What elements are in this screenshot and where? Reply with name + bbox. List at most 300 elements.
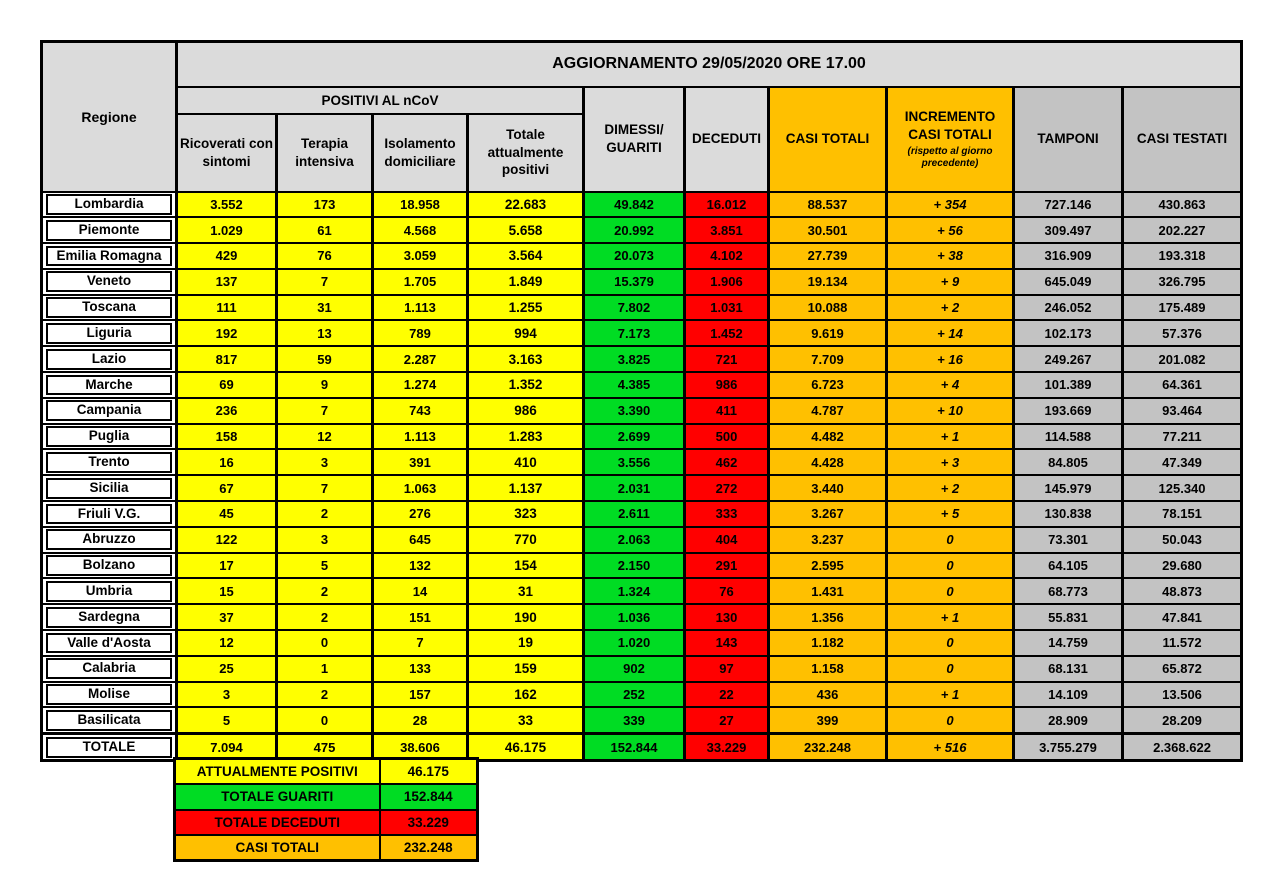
cell-incremento-casi-totali: + 10 (887, 398, 1014, 424)
cell-casi-totali: 1.182 (769, 630, 887, 656)
cell-isolamento-domiciliare: 2.287 (373, 346, 468, 372)
header-row-groups (42, 87, 1242, 114)
cell-regione (42, 295, 177, 321)
cell-tamponi: 249.267 (1014, 346, 1123, 372)
region-name: Campania (46, 400, 172, 421)
cell-totale-attualmente-positivi: 46.175 (468, 734, 584, 761)
region-name: Trento (46, 452, 172, 473)
cell-regione (42, 656, 177, 682)
cell-terapia-intensiva: 2 (277, 604, 373, 630)
cell-isolamento-domiciliare: 133 (373, 656, 468, 682)
cell-regione (42, 243, 177, 269)
cell-terapia-intensiva: 2 (277, 578, 373, 604)
cell-isolamento-domiciliare: 4.568 (373, 217, 468, 243)
cell-deceduti: 1.452 (685, 320, 769, 346)
cell-dimessi-guariti: 3.556 (584, 449, 685, 475)
cell-terapia-intensiva: 173 (277, 192, 373, 218)
header-terapia-intensiva: Terapia intensiva (277, 114, 373, 192)
cell-casi-totali: 436 (769, 682, 887, 708)
header-dimessi-guariti: DIMESSI/ GUARITI (584, 87, 685, 192)
region-name: Sardegna (46, 607, 172, 628)
cell-ricoverati-con-sintomi: 1.029 (177, 217, 277, 243)
cell-incremento-casi-totali: + 9 (887, 269, 1014, 295)
cell-isolamento-domiciliare: 18.958 (373, 192, 468, 218)
cell-ricoverati-con-sintomi: 17 (177, 553, 277, 579)
cell-tamponi: 316.909 (1014, 243, 1123, 269)
cell-regione (42, 269, 177, 295)
cell-deceduti: 76 (685, 578, 769, 604)
cell-ricoverati-con-sintomi: 192 (177, 320, 277, 346)
update-title: AGGIORNAMENTO 29/05/2020 ORE 17.00 (177, 42, 1242, 87)
cell-tamponi: 84.805 (1014, 449, 1123, 475)
cell-casi-totali: 4.787 (769, 398, 887, 424)
cell-deceduti: 500 (685, 424, 769, 450)
cell-terapia-intensiva: 2 (277, 682, 373, 708)
cell-incremento-casi-totali: + 5 (887, 501, 1014, 527)
cell-casi-testati: 193.318 (1123, 243, 1242, 269)
table-row (42, 656, 1242, 682)
cell-regione (42, 475, 177, 501)
cell-incremento-casi-totali: + 1 (887, 604, 1014, 630)
table-row (42, 604, 1242, 630)
region-name: Puglia (46, 426, 172, 447)
cell-tamponi: 14.109 (1014, 682, 1123, 708)
cell-isolamento-domiciliare: 28 (373, 707, 468, 733)
cell-dimessi-guariti: 3.390 (584, 398, 685, 424)
cell-ricoverati-con-sintomi: 3 (177, 682, 277, 708)
region-name: TOTALE (46, 737, 172, 758)
cell-dimessi-guariti: 2.611 (584, 501, 685, 527)
cell-isolamento-domiciliare: 1.113 (373, 424, 468, 450)
cell-terapia-intensiva: 61 (277, 217, 373, 243)
cell-totale-attualmente-positivi: 33 (468, 707, 584, 733)
region-name: Bolzano (46, 555, 172, 576)
cell-regione (42, 372, 177, 398)
cell-dimessi-guariti: 252 (584, 682, 685, 708)
summary-body (175, 759, 478, 861)
cell-isolamento-domiciliare: 1.063 (373, 475, 468, 501)
cell-regione (42, 707, 177, 733)
cell-incremento-casi-totali: + 16 (887, 346, 1014, 372)
cell-dimessi-guariti: 2.699 (584, 424, 685, 450)
region-name: Umbria (46, 581, 172, 602)
cell-tamponi: 102.173 (1014, 320, 1123, 346)
header-isolamento-domiciliare: Isolamento domiciliare (373, 114, 468, 192)
cell-casi-totali: 30.501 (769, 217, 887, 243)
cell-deceduti: 143 (685, 630, 769, 656)
cell-tamponi: 193.669 (1014, 398, 1123, 424)
cell-tamponi: 68.773 (1014, 578, 1123, 604)
cell-deceduti: 721 (685, 346, 769, 372)
cell-incremento-casi-totali: + 38 (887, 243, 1014, 269)
cell-ricoverati-con-sintomi: 5 (177, 707, 277, 733)
cell-casi-totali: 1.158 (769, 656, 887, 682)
cell-terapia-intensiva: 9 (277, 372, 373, 398)
summary-table (173, 757, 479, 862)
cell-deceduti: 4.102 (685, 243, 769, 269)
cell-ricoverati-con-sintomi: 12 (177, 630, 277, 656)
cell-tamponi: 727.146 (1014, 192, 1123, 218)
header-incremento-casi-totali (887, 87, 1014, 192)
cell-isolamento-domiciliare: 743 (373, 398, 468, 424)
cell-tamponi: 645.049 (1014, 269, 1123, 295)
cell-totale-attualmente-positivi: 986 (468, 398, 584, 424)
cell-deceduti: 33.229 (685, 734, 769, 761)
cell-ricoverati-con-sintomi: 817 (177, 346, 277, 372)
cell-casi-totali: 88.537 (769, 192, 887, 218)
cell-tamponi: 101.389 (1014, 372, 1123, 398)
region-name: Lombardia (46, 194, 172, 215)
cell-terapia-intensiva: 12 (277, 424, 373, 450)
cell-dimessi-guariti: 3.825 (584, 346, 685, 372)
cell-casi-testati: 47.349 (1123, 449, 1242, 475)
table-row (42, 243, 1242, 269)
incremento-note: (rispetto al giorno precedente) (907, 146, 993, 169)
cell-deceduti: 130 (685, 604, 769, 630)
cell-regione (42, 449, 177, 475)
cell-totale-attualmente-positivi: 3.564 (468, 243, 584, 269)
cell-ricoverati-con-sintomi: 3.552 (177, 192, 277, 218)
header-deceduti: DECEDUTI (685, 87, 769, 192)
cell-casi-totali: 232.248 (769, 734, 887, 761)
table-row (42, 707, 1242, 733)
cell-terapia-intensiva: 7 (277, 475, 373, 501)
cell-casi-testati: 202.227 (1123, 217, 1242, 243)
summary-value: 152.844 (380, 784, 478, 810)
cell-casi-testati: 28.209 (1123, 707, 1242, 733)
cell-totale-attualmente-positivi: 190 (468, 604, 584, 630)
cell-tamponi: 55.831 (1014, 604, 1123, 630)
cell-tamponi: 73.301 (1014, 527, 1123, 553)
cell-regione (42, 630, 177, 656)
cell-ricoverati-con-sintomi: 7.094 (177, 734, 277, 761)
cell-totale-attualmente-positivi: 19 (468, 630, 584, 656)
cell-regione (42, 346, 177, 372)
cell-deceduti: 986 (685, 372, 769, 398)
cell-totale-attualmente-positivi: 1.255 (468, 295, 584, 321)
cell-casi-totali: 9.619 (769, 320, 887, 346)
cell-ricoverati-con-sintomi: 69 (177, 372, 277, 398)
cell-dimessi-guariti: 152.844 (584, 734, 685, 761)
header-positivi-group: POSITIVI AL nCoV (177, 87, 584, 114)
table-row (42, 578, 1242, 604)
table-row (42, 346, 1242, 372)
cell-tamponi: 145.979 (1014, 475, 1123, 501)
summary-row (175, 835, 478, 861)
cell-incremento-casi-totali: + 3 (887, 449, 1014, 475)
region-name: Abruzzo (46, 529, 172, 550)
cell-dimessi-guariti: 2.150 (584, 553, 685, 579)
cell-casi-totali: 3.440 (769, 475, 887, 501)
cell-isolamento-domiciliare: 1.274 (373, 372, 468, 398)
cell-ricoverati-con-sintomi: 429 (177, 243, 277, 269)
cell-totale-attualmente-positivi: 323 (468, 501, 584, 527)
cell-deceduti: 272 (685, 475, 769, 501)
header-regione: Regione (42, 42, 177, 192)
cell-casi-totali: 4.482 (769, 424, 887, 450)
cell-casi-totali: 399 (769, 707, 887, 733)
cell-dimessi-guariti: 1.036 (584, 604, 685, 630)
cell-totale-attualmente-positivi: 770 (468, 527, 584, 553)
region-name: Calabria (46, 658, 172, 679)
cell-incremento-casi-totali: + 2 (887, 475, 1014, 501)
cell-regione (42, 553, 177, 579)
cell-terapia-intensiva: 5 (277, 553, 373, 579)
cell-regione (42, 192, 177, 218)
cell-regione (42, 320, 177, 346)
cell-incremento-casi-totali: + 1 (887, 682, 1014, 708)
table-row (42, 372, 1242, 398)
summary-value: 46.175 (380, 759, 478, 785)
header-row-title (42, 42, 1242, 87)
cell-tamponi: 130.838 (1014, 501, 1123, 527)
cell-dimessi-guariti: 49.842 (584, 192, 685, 218)
region-name: Emilia Romagna (46, 246, 172, 267)
cell-isolamento-domiciliare: 14 (373, 578, 468, 604)
cell-incremento-casi-totali: + 516 (887, 734, 1014, 761)
cell-totale-attualmente-positivi: 1.352 (468, 372, 584, 398)
summary-label: ATTUALMENTE POSITIVI (175, 759, 380, 785)
cell-isolamento-domiciliare: 3.059 (373, 243, 468, 269)
cell-incremento-casi-totali: + 56 (887, 217, 1014, 243)
cell-casi-totali: 2.595 (769, 553, 887, 579)
cell-isolamento-domiciliare: 157 (373, 682, 468, 708)
cell-casi-testati: 2.368.622 (1123, 734, 1242, 761)
cell-casi-testati: 125.340 (1123, 475, 1242, 501)
cell-casi-testati: 64.361 (1123, 372, 1242, 398)
cell-casi-testati: 57.376 (1123, 320, 1242, 346)
table-header (42, 42, 1242, 192)
cell-casi-testati: 48.873 (1123, 578, 1242, 604)
table-row (42, 295, 1242, 321)
cell-casi-totali: 3.267 (769, 501, 887, 527)
cell-deceduti: 1.031 (685, 295, 769, 321)
cell-isolamento-domiciliare: 645 (373, 527, 468, 553)
cell-totale-attualmente-positivi: 31 (468, 578, 584, 604)
table-row (42, 192, 1242, 218)
cell-deceduti: 22 (685, 682, 769, 708)
cell-casi-testati: 13.506 (1123, 682, 1242, 708)
cell-dimessi-guariti: 1.324 (584, 578, 685, 604)
region-name: Friuli V.G. (46, 504, 172, 525)
cell-tamponi: 64.105 (1014, 553, 1123, 579)
cell-regione (42, 578, 177, 604)
cell-totale-attualmente-positivi: 1.849 (468, 269, 584, 295)
summary-value: 232.248 (380, 835, 478, 861)
cell-isolamento-domiciliare: 1.113 (373, 295, 468, 321)
cell-incremento-casi-totali: 0 (887, 527, 1014, 553)
cell-deceduti: 411 (685, 398, 769, 424)
table-row (42, 475, 1242, 501)
cell-totale-attualmente-positivi: 3.163 (468, 346, 584, 372)
cell-regione (42, 682, 177, 708)
cell-regione (42, 501, 177, 527)
table-row (42, 320, 1242, 346)
cell-deceduti: 27 (685, 707, 769, 733)
region-name: Valle d'Aosta (46, 633, 172, 654)
cell-regione (42, 527, 177, 553)
header-totale-attualmente-positivi: Totale attualmente positivi (468, 114, 584, 192)
cell-totale-attualmente-positivi: 1.283 (468, 424, 584, 450)
cell-terapia-intensiva: 0 (277, 630, 373, 656)
cell-ricoverati-con-sintomi: 16 (177, 449, 277, 475)
cell-deceduti: 97 (685, 656, 769, 682)
table-row (42, 424, 1242, 450)
cell-tamponi: 246.052 (1014, 295, 1123, 321)
region-name: Piemonte (46, 220, 172, 241)
cell-totale-attualmente-positivi: 159 (468, 656, 584, 682)
cell-terapia-intensiva: 7 (277, 398, 373, 424)
cell-regione (42, 734, 177, 761)
table-row (42, 682, 1242, 708)
summary-label: TOTALE DECEDUTI (175, 810, 380, 836)
table-row (42, 398, 1242, 424)
cell-casi-totali: 19.134 (769, 269, 887, 295)
region-name: Basilicata (46, 710, 172, 731)
table-row (42, 630, 1242, 656)
cell-dimessi-guariti: 7.173 (584, 320, 685, 346)
header-ricoverati: Ricoverati con sintomi (177, 114, 277, 192)
cell-totale-attualmente-positivi: 410 (468, 449, 584, 475)
cell-dimessi-guariti: 1.020 (584, 630, 685, 656)
cell-casi-totali: 7.709 (769, 346, 887, 372)
cell-dimessi-guariti: 902 (584, 656, 685, 682)
region-name: Marche (46, 375, 172, 396)
cell-terapia-intensiva: 0 (277, 707, 373, 733)
cell-ricoverati-con-sintomi: 111 (177, 295, 277, 321)
cell-terapia-intensiva: 475 (277, 734, 373, 761)
cell-terapia-intensiva: 3 (277, 449, 373, 475)
cell-deceduti: 16.012 (685, 192, 769, 218)
cell-dimessi-guariti: 20.073 (584, 243, 685, 269)
cell-incremento-casi-totali: + 4 (887, 372, 1014, 398)
cell-dimessi-guariti: 7.802 (584, 295, 685, 321)
cell-isolamento-domiciliare: 7 (373, 630, 468, 656)
cell-casi-totali: 6.723 (769, 372, 887, 398)
region-name: Veneto (46, 271, 172, 292)
cell-casi-testati: 201.082 (1123, 346, 1242, 372)
cell-regione (42, 424, 177, 450)
incremento-label: INCREMENTO CASI TOTALI (904, 109, 996, 143)
region-name: Sicilia (46, 478, 172, 499)
cell-tamponi: 114.588 (1014, 424, 1123, 450)
cell-casi-testati: 11.572 (1123, 630, 1242, 656)
cell-dimessi-guariti: 4.385 (584, 372, 685, 398)
cell-dimessi-guariti: 2.063 (584, 527, 685, 553)
cell-ricoverati-con-sintomi: 236 (177, 398, 277, 424)
cell-casi-testati: 29.680 (1123, 553, 1242, 579)
summary-label: TOTALE GUARITI (175, 784, 380, 810)
cell-casi-totali: 4.428 (769, 449, 887, 475)
summary-label: CASI TOTALI (175, 835, 380, 861)
cell-terapia-intensiva: 13 (277, 320, 373, 346)
cell-casi-testati: 78.151 (1123, 501, 1242, 527)
cell-isolamento-domiciliare: 38.606 (373, 734, 468, 761)
cell-casi-testati: 430.863 (1123, 192, 1242, 218)
cell-incremento-casi-totali: + 354 (887, 192, 1014, 218)
cell-casi-totali: 1.431 (769, 578, 887, 604)
cell-casi-testati: 50.043 (1123, 527, 1242, 553)
cell-incremento-casi-totali: + 1 (887, 424, 1014, 450)
cell-totale-attualmente-positivi: 162 (468, 682, 584, 708)
cell-casi-totali: 27.739 (769, 243, 887, 269)
cell-isolamento-domiciliare: 789 (373, 320, 468, 346)
cell-deceduti: 1.906 (685, 269, 769, 295)
cell-casi-totali: 10.088 (769, 295, 887, 321)
cell-regione (42, 217, 177, 243)
cell-casi-testati: 65.872 (1123, 656, 1242, 682)
cell-dimessi-guariti: 339 (584, 707, 685, 733)
cell-tamponi: 28.909 (1014, 707, 1123, 733)
cell-casi-testati: 93.464 (1123, 398, 1242, 424)
cell-terapia-intensiva: 1 (277, 656, 373, 682)
cell-ricoverati-con-sintomi: 158 (177, 424, 277, 450)
table-row (42, 501, 1242, 527)
cell-casi-testati: 77.211 (1123, 424, 1242, 450)
cell-dimessi-guariti: 20.992 (584, 217, 685, 243)
cell-isolamento-domiciliare: 276 (373, 501, 468, 527)
cell-tamponi: 68.131 (1014, 656, 1123, 682)
cell-incremento-casi-totali: 0 (887, 630, 1014, 656)
cell-deceduti: 462 (685, 449, 769, 475)
cell-isolamento-domiciliare: 391 (373, 449, 468, 475)
cell-deceduti: 333 (685, 501, 769, 527)
cell-ricoverati-con-sintomi: 15 (177, 578, 277, 604)
region-name: Toscana (46, 297, 172, 318)
covid-region-table (40, 40, 1243, 762)
cell-totale-attualmente-positivi: 5.658 (468, 217, 584, 243)
header-tamponi: TAMPONI (1014, 87, 1123, 192)
cell-totale-attualmente-positivi: 154 (468, 553, 584, 579)
table-row (42, 527, 1242, 553)
cell-deceduti: 3.851 (685, 217, 769, 243)
cell-terapia-intensiva: 59 (277, 346, 373, 372)
table-row (42, 269, 1242, 295)
cell-casi-testati: 47.841 (1123, 604, 1242, 630)
cell-casi-totali: 1.356 (769, 604, 887, 630)
cell-isolamento-domiciliare: 1.705 (373, 269, 468, 295)
cell-ricoverati-con-sintomi: 25 (177, 656, 277, 682)
cell-casi-testati: 175.489 (1123, 295, 1242, 321)
cell-deceduti: 291 (685, 553, 769, 579)
summary-row (175, 784, 478, 810)
cell-terapia-intensiva: 3 (277, 527, 373, 553)
region-name: Molise (46, 684, 172, 705)
cell-dimessi-guariti: 2.031 (584, 475, 685, 501)
cell-casi-totali: 3.237 (769, 527, 887, 553)
cell-totale-attualmente-positivi: 22.683 (468, 192, 584, 218)
cell-regione (42, 398, 177, 424)
summary-value: 33.229 (380, 810, 478, 836)
table-row (42, 449, 1242, 475)
cell-incremento-casi-totali: 0 (887, 553, 1014, 579)
cell-ricoverati-con-sintomi: 37 (177, 604, 277, 630)
cell-deceduti: 404 (685, 527, 769, 553)
table-row (42, 217, 1242, 243)
cell-terapia-intensiva: 7 (277, 269, 373, 295)
cell-terapia-intensiva: 2 (277, 501, 373, 527)
cell-totale-attualmente-positivi: 1.137 (468, 475, 584, 501)
cell-ricoverati-con-sintomi: 122 (177, 527, 277, 553)
cell-ricoverati-con-sintomi: 67 (177, 475, 277, 501)
table-body (42, 192, 1242, 761)
cell-incremento-casi-totali: 0 (887, 578, 1014, 604)
cell-regione (42, 604, 177, 630)
table-row (42, 553, 1242, 579)
summary-row (175, 810, 478, 836)
cell-incremento-casi-totali: + 2 (887, 295, 1014, 321)
header-casi-testati: CASI TESTATI (1123, 87, 1242, 192)
